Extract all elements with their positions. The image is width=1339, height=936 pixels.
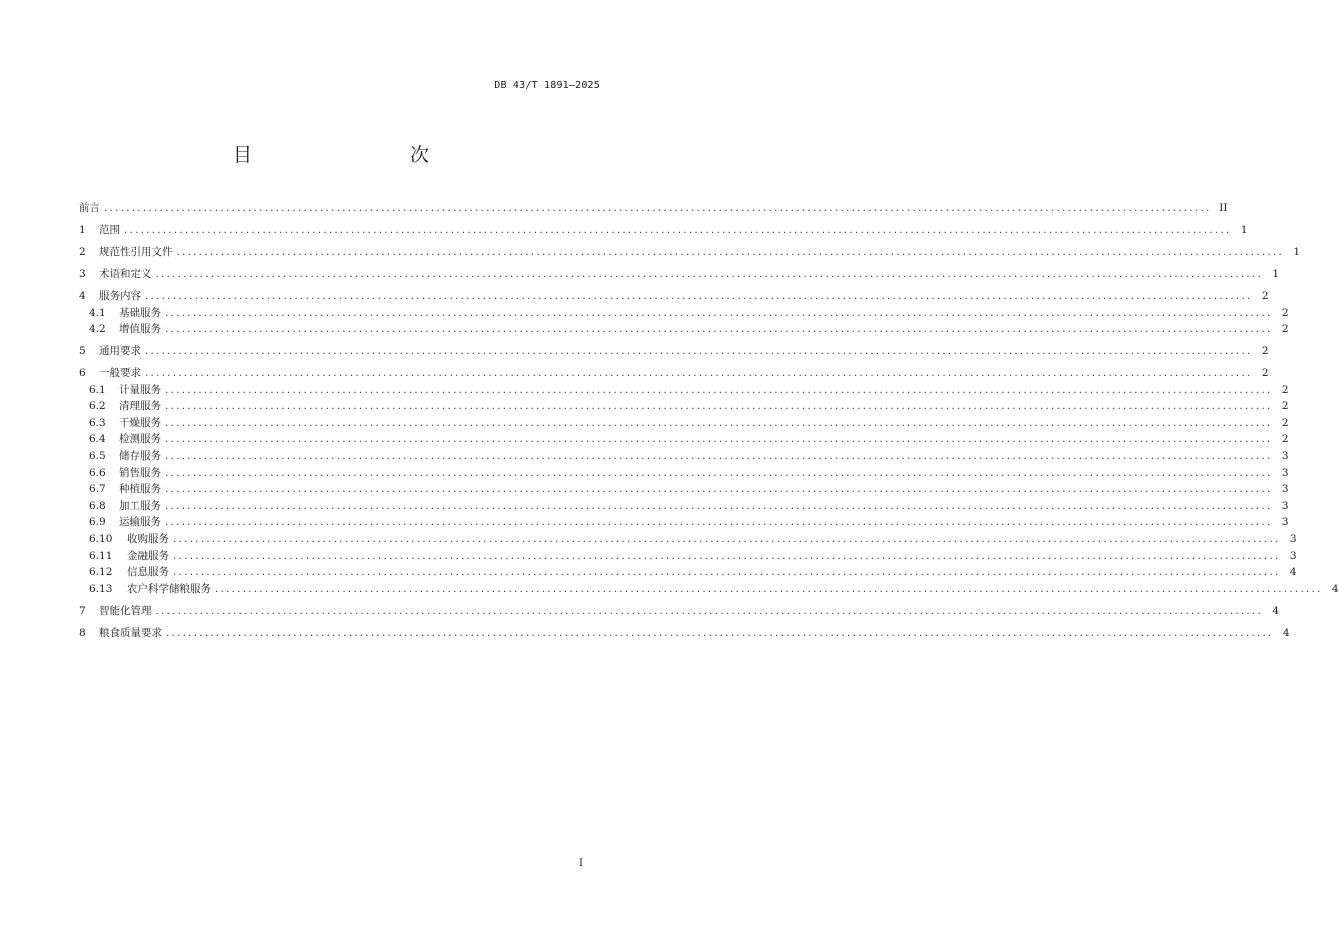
toc-entry-label: 农户科学储粮服务 — [127, 582, 211, 595]
toc-entry-number: 4 — [79, 289, 86, 302]
toc-entry[interactable] — [79, 321, 1289, 338]
toc-entry[interactable] — [79, 448, 1289, 465]
dot-leader: ........................................................................................................................................................................................................ — [173, 533, 1281, 546]
toc-entry-number: 6.7 — [89, 483, 106, 496]
toc-entry-number: 6 — [79, 367, 86, 380]
toc-entry-label: 金融服务 — [127, 549, 169, 562]
toc-entry[interactable] — [79, 625, 1290, 642]
toc-entry[interactable] — [79, 398, 1289, 415]
toc-entry-page: 2 — [1261, 345, 1269, 358]
toc-entry-label: 干燥服务 — [119, 416, 161, 429]
toc-entry-label: 信息服务 — [127, 566, 169, 579]
toc-entry-page: 1 — [1240, 223, 1248, 236]
toc-entry[interactable] — [79, 222, 1248, 239]
toc-entry[interactable] — [79, 200, 1228, 217]
toc-entry[interactable] — [79, 288, 1269, 305]
toc-entry-label: 粮食质量要求 — [99, 626, 162, 639]
toc-entry-page: 3 — [1281, 483, 1289, 496]
dot-leader: ........................................................................................................................................................................................................ — [173, 566, 1281, 579]
toc-entry-label: 智能化管理 — [99, 604, 152, 617]
toc-entry[interactable] — [79, 564, 1297, 581]
toc-entry-page: 2 — [1261, 289, 1269, 302]
toc-entry-label: 储存服务 — [119, 450, 161, 463]
toc-entry-page: II — [1219, 202, 1228, 214]
toc-entry-page: 2 — [1281, 416, 1289, 429]
toc-entry[interactable] — [79, 415, 1289, 432]
dot-leader: ........................................................................................................................................................................................................ — [165, 400, 1273, 413]
toc-entry[interactable] — [79, 365, 1269, 382]
toc-entry-number: 6.13 — [89, 582, 113, 595]
toc-entry-label: 销售服务 — [119, 466, 161, 479]
dot-leader: ........................................................................................................................................................................................................ — [165, 383, 1273, 396]
dot-leader: ........................................................................................................................................................................................................ — [173, 549, 1281, 562]
toc-entry-page: 3 — [1281, 499, 1289, 512]
dot-leader: ........................................................................................................................................................................................................ — [176, 245, 1285, 258]
dot-leader: ........................................................................................................................................................................................................ — [166, 626, 1274, 639]
table-of-contents — [79, 200, 1339, 641]
toc-entry-label: 运输服务 — [119, 516, 161, 529]
toc-entry-number: 5 — [79, 345, 86, 358]
page-number: I — [579, 858, 583, 869]
dot-leader: ........................................................................................................................................................................................................ — [145, 345, 1253, 358]
dot-leader: ........................................................................................................................................................................................................ — [165, 499, 1273, 512]
toc-entry[interactable] — [79, 531, 1297, 548]
toc-entry-number: 6.4 — [89, 433, 106, 446]
toc-entry-number: 6.1 — [89, 383, 106, 396]
toc-entry-number: 2 — [79, 245, 86, 258]
dot-leader: ........................................................................................................................................................................................................ — [165, 450, 1273, 463]
toc-entry-label: 通用要求 — [99, 345, 141, 358]
toc-entry-number: 6.10 — [89, 533, 113, 546]
page-title: 目 次 — [232, 144, 469, 166]
toc-entry[interactable] — [79, 548, 1297, 565]
dot-leader: ........................................................................................................................................................................................................ — [165, 516, 1273, 529]
dot-leader: ........................................................................................................................................................................................................ — [145, 367, 1253, 380]
toc-entry-number: 6.5 — [89, 450, 106, 463]
toc-entry-label: 服务内容 — [99, 289, 141, 302]
dot-leader: ........................................................................................................................................................................................................ — [165, 306, 1273, 319]
toc-entry-number: 4.2 — [89, 323, 106, 336]
toc-entry-page: 2 — [1261, 367, 1269, 380]
document-code: DB 43/T 1891—2025 — [494, 80, 600, 91]
toc-entry-page: 2 — [1281, 383, 1289, 396]
toc-entry-page: 3 — [1281, 450, 1289, 463]
toc-entry-page: 4 — [1282, 626, 1290, 639]
dot-leader: ........................................................................................................................................................................................................ — [155, 604, 1264, 617]
dot-leader: ........................................................................................................................................................................................................ — [165, 466, 1273, 479]
toc-entry-page: 4 — [1289, 566, 1297, 579]
toc-entry[interactable] — [79, 481, 1289, 498]
toc-entry-number: 3 — [79, 267, 86, 280]
toc-entry-number: 6.12 — [89, 566, 113, 579]
toc-entry-number: 6.2 — [89, 400, 106, 413]
toc-entry-page: 2 — [1281, 400, 1289, 413]
toc-entry-number: 6.9 — [89, 516, 106, 529]
toc-entry-label: 术语和定义 — [99, 267, 152, 280]
toc-entry-label: 基础服务 — [119, 306, 161, 319]
toc-entry-label: 收购服务 — [127, 533, 169, 546]
toc-entry-page: 4 — [1331, 582, 1339, 595]
toc-entry[interactable] — [79, 465, 1289, 482]
dot-leader: ........................................................................................................................................................................................................ — [124, 223, 1232, 236]
toc-entry-number: 7 — [79, 604, 86, 617]
toc-entry[interactable] — [79, 581, 1339, 598]
toc-entry-page: 3 — [1281, 466, 1289, 479]
toc-entry-label: 加工服务 — [119, 499, 161, 512]
toc-entry[interactable] — [79, 498, 1289, 515]
toc-entry-label: 检测服务 — [119, 433, 161, 446]
toc-entry-page: 2 — [1281, 306, 1289, 319]
toc-entry[interactable] — [79, 343, 1269, 360]
toc-entry[interactable] — [79, 431, 1289, 448]
toc-entry-number: 6.8 — [89, 499, 106, 512]
dot-leader: ........................................................................................................................................................................................................ — [145, 289, 1253, 302]
toc-entry-number: 4.1 — [89, 306, 106, 319]
toc-entry[interactable] — [79, 305, 1289, 322]
toc-entry-label: 规范性引用文件 — [99, 245, 173, 258]
toc-entry-page: 2 — [1281, 433, 1289, 446]
toc-entry[interactable] — [79, 514, 1289, 531]
toc-entry-label: 一般要求 — [99, 367, 141, 380]
toc-entry-number: 8 — [79, 626, 86, 639]
toc-entry-page: 1 — [1272, 267, 1280, 280]
toc-entry-label: 种植服务 — [119, 483, 161, 496]
toc-entry-number: 1 — [79, 223, 86, 236]
dot-leader: ........................................................................................................................................................................................................ — [104, 202, 1212, 214]
toc-entry-page: 2 — [1281, 323, 1289, 336]
toc-entry-label: 清理服务 — [119, 400, 161, 413]
dot-leader: ........................................................................................................................................................................................................ — [165, 433, 1273, 446]
toc-entry-page: 3 — [1289, 549, 1297, 562]
toc-entry[interactable] — [79, 382, 1289, 399]
toc-entry-label: 范围 — [99, 223, 120, 236]
dot-leader: ........................................................................................................................................................................................................ — [215, 582, 1323, 595]
toc-entry-page: 4 — [1272, 604, 1280, 617]
dot-leader: ........................................................................................................................................................................................................ — [165, 416, 1273, 429]
toc-entry-label: 计量服务 — [119, 383, 161, 396]
toc-entry-label: 前言 — [79, 202, 100, 214]
dot-leader: ........................................................................................................................................................................................................ — [165, 323, 1273, 336]
toc-entry[interactable] — [79, 244, 1301, 261]
toc-entry[interactable] — [79, 266, 1280, 283]
toc-entry-number: 6.3 — [89, 416, 106, 429]
toc-entry-number: 6.6 — [89, 466, 106, 479]
toc-entry-number: 6.11 — [89, 549, 113, 562]
toc-entry[interactable] — [79, 603, 1280, 620]
toc-entry-page: 1 — [1293, 245, 1301, 258]
dot-leader: ........................................................................................................................................................................................................ — [165, 483, 1273, 496]
toc-entry-label: 增值服务 — [119, 323, 161, 336]
toc-entry-page: 3 — [1289, 533, 1297, 546]
dot-leader: ........................................................................................................................................................................................................ — [155, 267, 1264, 280]
toc-entry-page: 3 — [1281, 516, 1289, 529]
